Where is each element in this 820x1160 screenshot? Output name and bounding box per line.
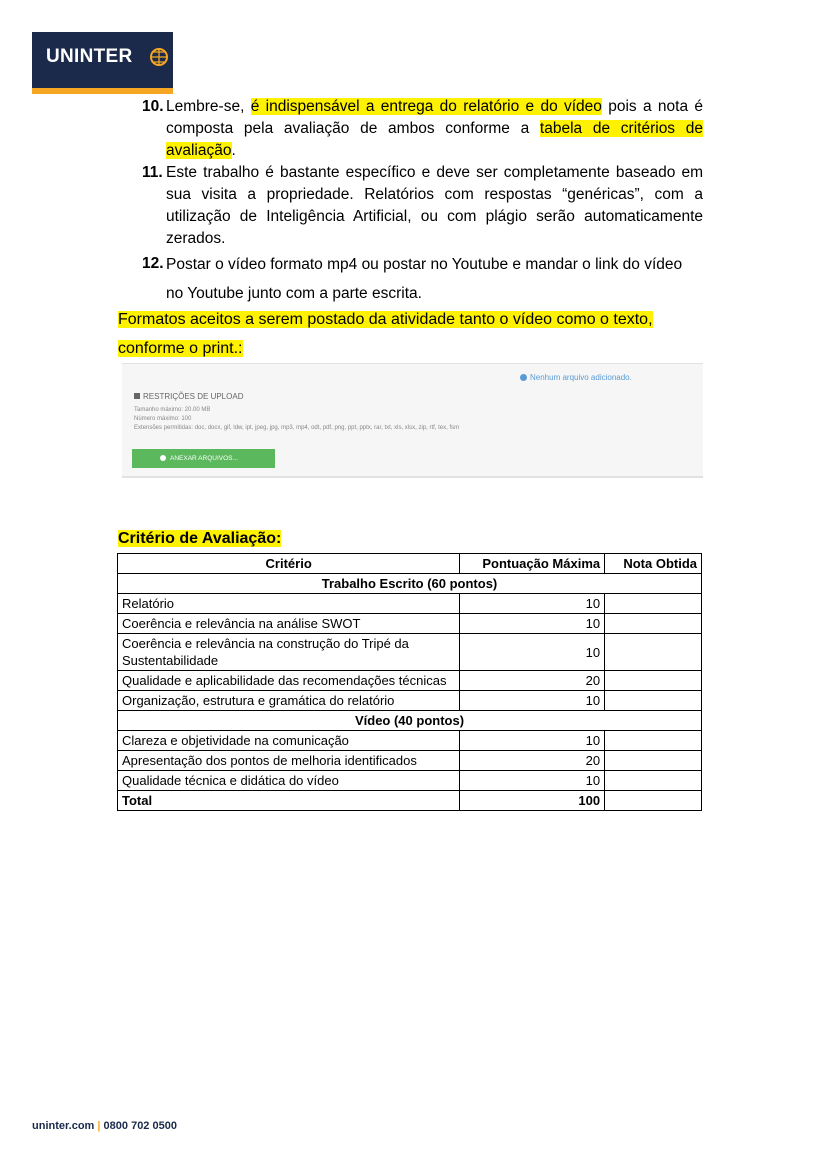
grade-cell [605,771,702,791]
logo-text: UNINTER [46,46,133,67]
upload-max-size: Tamanho máximo: 20.00 MB [134,407,211,413]
grade-cell [605,594,702,614]
table-row: Coerência e relevância na construção do Tripé da Sustentabilidade 10 [118,634,702,671]
upload-notice: Nenhum arquivo adicionado. [520,373,632,382]
grade-cell [605,791,702,811]
item-number: 12. [142,255,164,272]
total-row: Total 100 [118,791,702,811]
item-text: Este trabalho é bastante específico e deve ser completamente baseado em sua visita a propriedade. Relatórios com respostas “genéricas”, com a utilização de Inteligência Artificial, ou com plágio serão automaticamente zerados. [166,164,703,247]
grade-cell [605,691,702,711]
formats-text: Formatos aceitos a serem postado da atividade tanto o vídeo como o texto, conforme o print.: [118,311,653,357]
accepted-formats-note [118,305,708,363]
criteria-title: Critério de Avaliação: [118,530,282,547]
grade-cell [605,671,702,691]
footer-phone: 0800 702 0500 [103,1120,177,1132]
attach-files-button[interactable]: ANEXAR ARQUIVOS... [132,449,275,468]
table-row: Qualidade técnica e didática do vídeo 10 [118,771,702,791]
column-header: Critério [118,554,460,574]
table-row: Relatório 10 [118,594,702,614]
column-header: Pontuação Máxima [460,554,605,574]
page-footer [32,1120,177,1132]
table-row: Clareza e objetividade na comunicação 10 [118,731,702,751]
criteria-table [117,553,702,811]
table-row: Coerência e relevância na análise SWOT 10 [118,614,702,634]
table-header-row [118,554,702,574]
table-row: Apresentação dos pontos de melhoria identificados 20 [118,751,702,771]
grade-cell [605,614,702,634]
item-number: 11. [142,164,163,181]
section-row: Vídeo (40 pontos) [118,711,702,731]
upload-restrictions-heading: RESTRIÇÕES DE UPLOAD [134,392,243,401]
item-number: 10. [142,98,164,115]
upload-extensions: Extensões permitidas: doc, docx, gif, ldw, ipt, jpeg, jpg, mp3, mp4, odt, pdf, png, ppt, pptx, rar, txt, xls, xlsx, zip, rtf, tex, fsm [134,425,460,431]
list-item-12 [118,250,703,308]
list-item-11 [118,162,703,250]
table-row: Qualidade e aplicabilidade das recomendações técnicas 20 [118,671,702,691]
grade-cell [605,731,702,751]
upload-screenshot [122,363,703,478]
logo-accent-bar [32,88,173,94]
section-row: Trabalho Escrito (60 pontos) [118,574,702,594]
uninter-logo [32,32,173,94]
item-text: Lembre-se, é indispensável a entrega do relatório e do vídeo pois a nota é composta pela avaliação de ambos conforme a tabela de critérios de avaliação. [166,98,704,159]
highlight: é indispensável a entrega do relatório e do vídeo [250,98,602,115]
highlight: tabela de critérios de avaliação [166,120,704,159]
plus-icon [160,455,166,461]
column-header: Nota Obtida [605,554,702,574]
footer-site: uninter.com [32,1120,95,1132]
grade-cell [605,751,702,771]
footer-separator: | [97,1120,101,1132]
list-item-10 [118,96,703,162]
upload-max-count: Número máximo: 100 [134,416,192,422]
info-icon [520,374,527,381]
globe-icon [149,47,169,67]
table-row: Organização, estrutura e gramática do relatório 10 [118,691,702,711]
instructions-list [118,96,703,308]
lock-icon [134,393,140,399]
item-text: Postar o vídeo formato mp4 ou postar no Youtube e mandar o link do vídeo no Youtube junto com a parte escrita. [166,256,683,302]
grade-cell [605,634,702,671]
